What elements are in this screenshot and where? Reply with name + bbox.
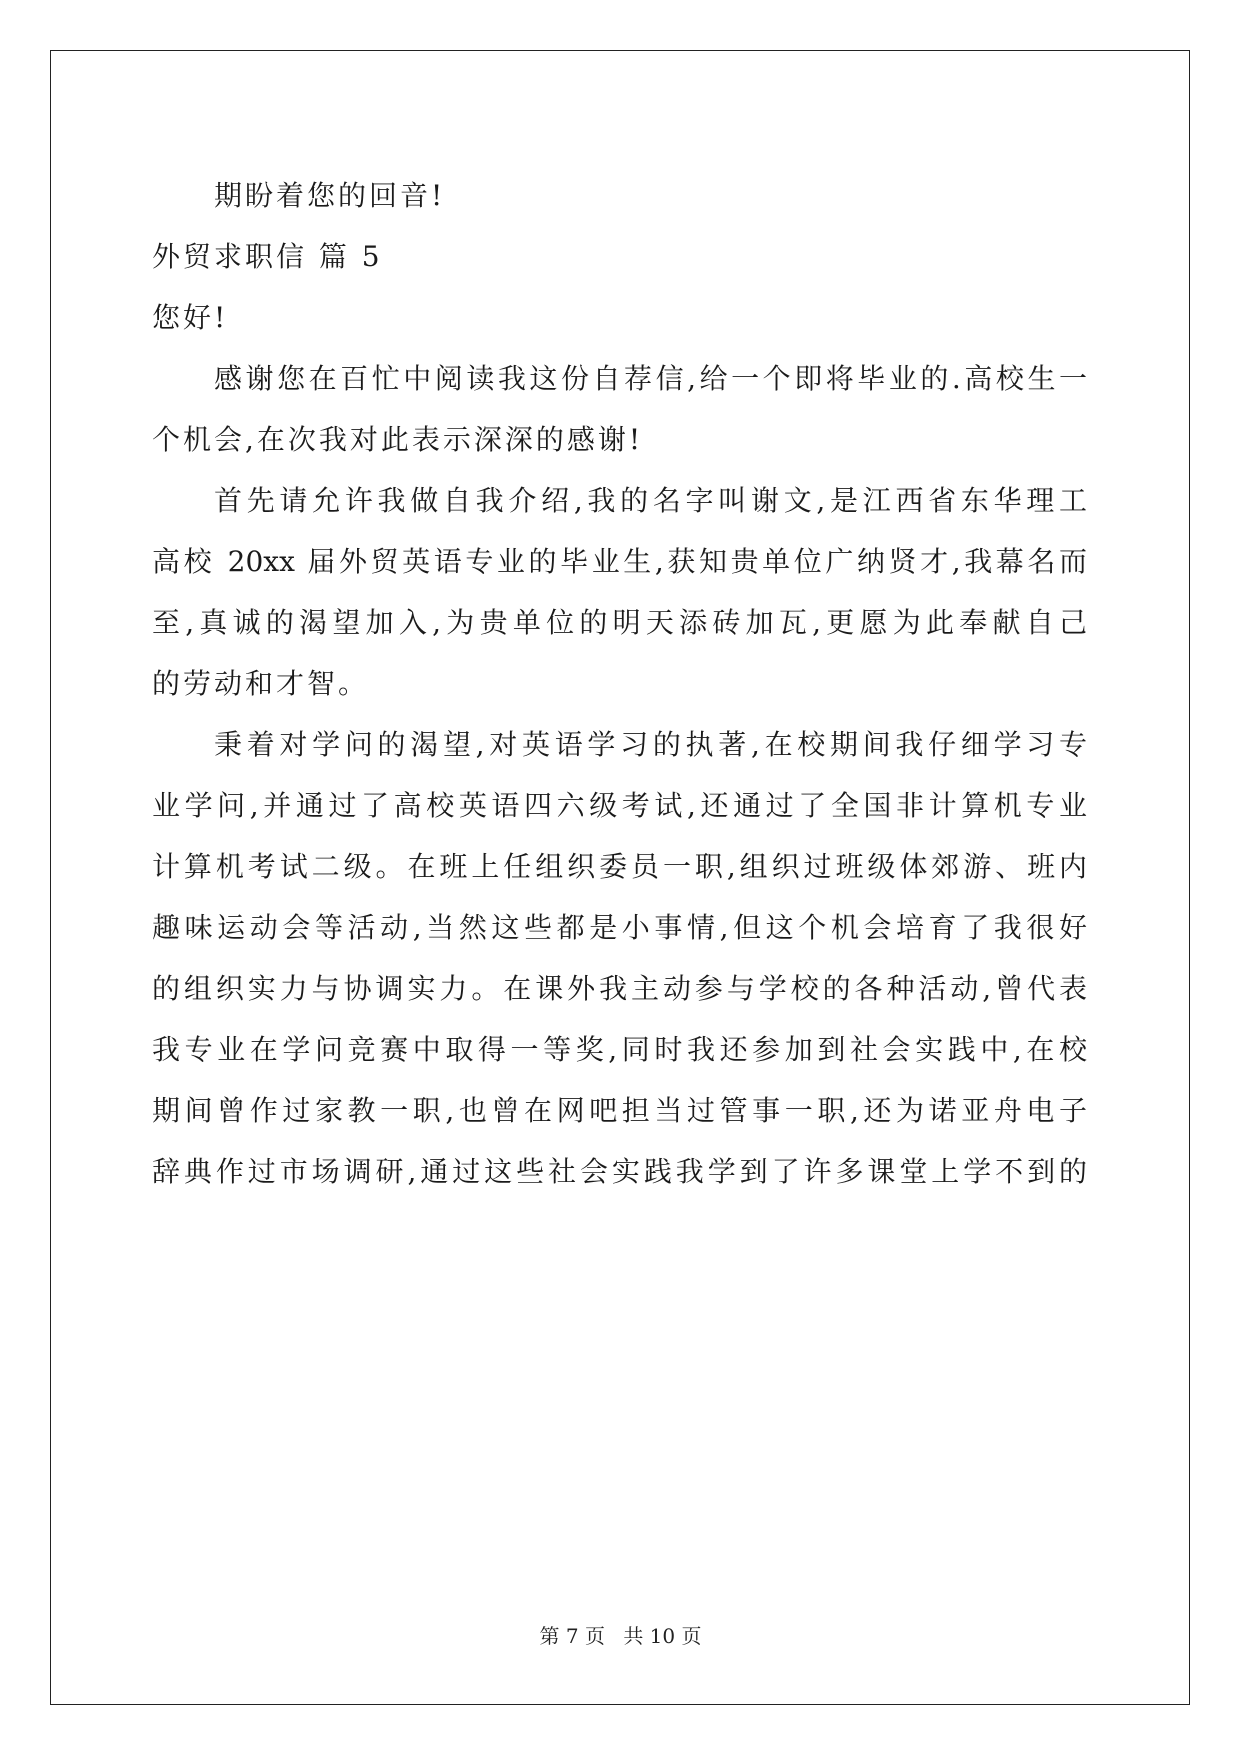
document-body bbox=[152, 165, 1087, 1202]
page-total: 共 10 页 bbox=[623, 1624, 702, 1648]
text-line: 首先请允许我做自我介绍,我的名字叫谢文,是江西省东华理工 bbox=[214, 484, 1087, 517]
salutation: 您好! bbox=[152, 301, 229, 334]
text-line: 感谢您在百忙中阅读我这份自荐信,给一个即将毕业的.高校生一 bbox=[214, 362, 1087, 395]
text-line: 期间曾作过家教一职,也曾在网吧担当过管事一职,还为诺亚舟电子 bbox=[152, 1094, 1087, 1127]
text-line: 我专业在学问竞赛中取得一等奖,同时我还参加到社会实践中,在校 bbox=[152, 1033, 1087, 1066]
text-line: 趣味运动会等活动,当然这些都是小事情,但这个机会培育了我很好 bbox=[152, 911, 1087, 944]
text-line: 的劳动和才智。 bbox=[152, 667, 370, 700]
section-heading: 外贸求职信 篇 5 bbox=[152, 240, 383, 273]
page-number: 第 7 页 bbox=[539, 1624, 605, 1648]
text-line: 期盼着您的回音! bbox=[214, 179, 446, 212]
text-line: 的组织实力与协调实力。在课外我主动参与学校的各种活动,曾代表 bbox=[152, 972, 1087, 1005]
text-line: 秉着对学问的渴望,对英语学习的执著,在校期间我仔细学习专 bbox=[214, 728, 1087, 761]
page-footer bbox=[0, 1620, 1241, 1649]
text-line: 高校 20xx 届外贸英语专业的毕业生,获知贵单位广纳贤才,我幕名而 bbox=[152, 545, 1087, 578]
text-line: 计算机考试二级。在班上任组织委员一职,组织过班级体郊游、班内 bbox=[152, 850, 1087, 883]
text-line: 业学问,并通过了高校英语四六级考试,还通过了全国非计算机专业 bbox=[152, 789, 1087, 822]
text-line: 个机会,在次我对此表示深深的感谢! bbox=[152, 423, 644, 456]
text-line: 至,真诚的渴望加入,为贵单位的明天添砖加瓦,更愿为此奉献自己 bbox=[152, 606, 1087, 639]
text-line: 辞典作过市场调研,通过这些社会实践我学到了许多课堂上学不到的 bbox=[152, 1155, 1087, 1188]
